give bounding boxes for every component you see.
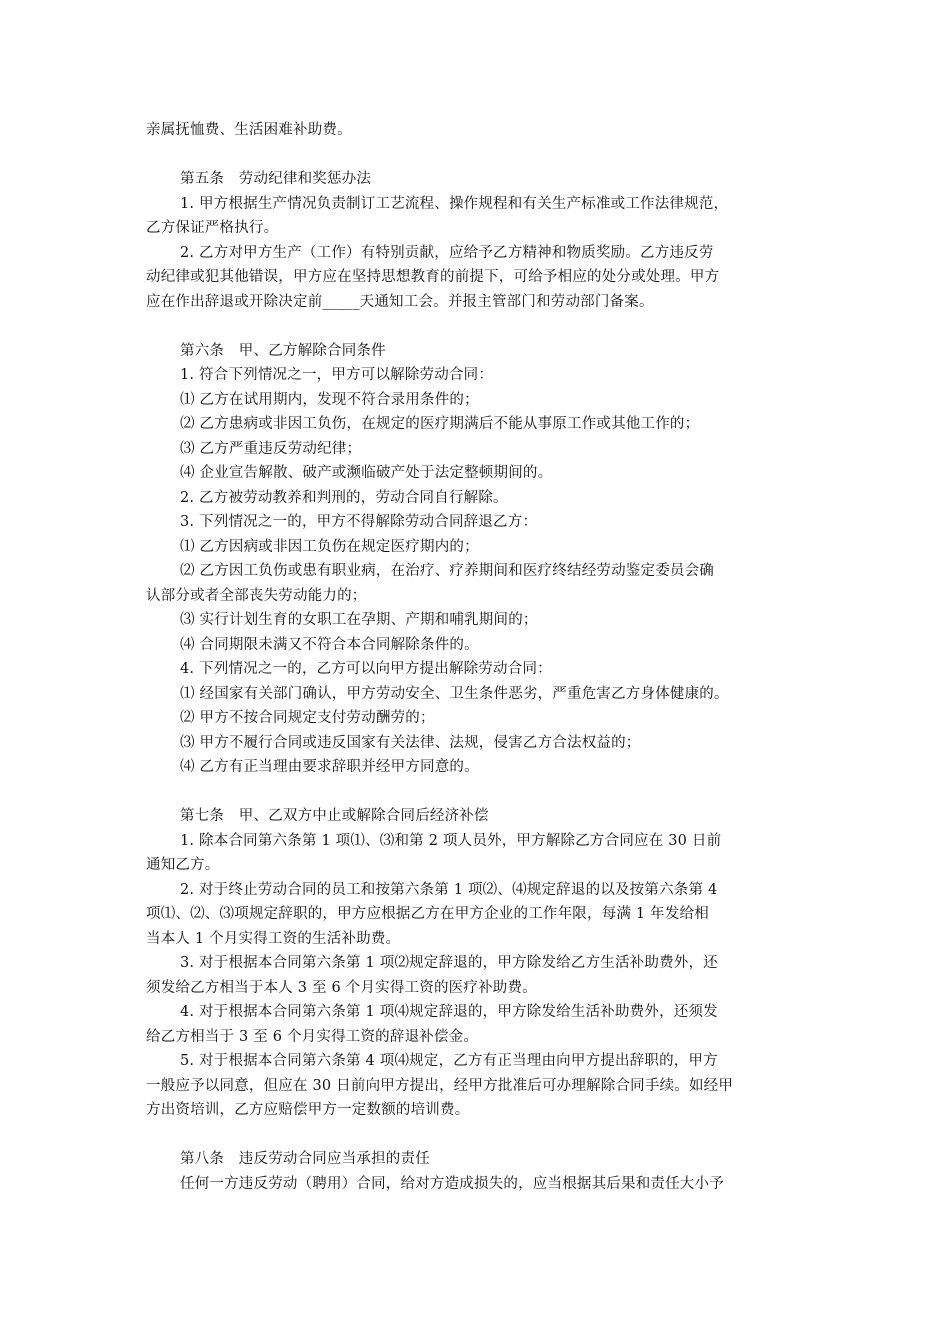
text-line: ⑴ 乙方因病或非因工负伤在规定医疗期内的； xyxy=(180,538,479,555)
text-line: 须发给乙方相当于本人 3 至 6 个月实得工资的医疗补助费。 xyxy=(146,979,537,996)
text-line: 方出资培训，乙方应赔偿甲方一定数额的培训费。 xyxy=(146,1102,470,1118)
text-line: ⑶ 甲方不履行合同或违反国家有关法律、法规，侵害乙方合法权益的； xyxy=(180,734,641,751)
text-line: ⑶ 乙方严重违反劳动纪律； xyxy=(180,440,362,457)
text-line: 当本人 1 个月实得工资的生活补助费。 xyxy=(146,930,401,947)
text-line: 项⑴、⑵、⑶项规定辞职的，甲方应根据乙方在甲方企业的工作年限，每满 1 年发给相 xyxy=(146,906,709,922)
text-line: 第八条 违反劳动合同应当承担的责任 xyxy=(180,1151,430,1167)
text-line: 给乙方相当于 3 至 6 个月实得工资的辞退补偿金。 xyxy=(146,1028,479,1045)
text-line: 乙方保证严格执行。 xyxy=(146,220,279,236)
text-line: 通知乙方。 xyxy=(146,857,220,873)
text-line: 第五条 劳动纪律和奖惩办法 xyxy=(180,171,372,187)
paragraph-gap xyxy=(146,780,810,805)
text-line: ⑴ 乙方在试用期内，发现不符合录用条件的； xyxy=(180,391,479,408)
text-line: 2. 乙方被劳动教养和判刑的，劳动合同自行解除。 xyxy=(180,489,508,506)
text-line: 1. 甲方根据生产情况负责制订工艺流程、操作规程和有关生产标准或工作法律规范， xyxy=(180,195,729,212)
text-line: ⑶ 实行计划生育的女职工在孕期、产期和哺乳期间的； xyxy=(180,612,538,628)
text-line: ⑷ 合同期限未满又不符合本合同解除条件的。 xyxy=(180,636,479,653)
text-line: ⑴ 经国家有关部门确认，甲方劳动安全、卫生条件恶劣，严重危害乙方身体健康的。 xyxy=(180,685,729,702)
paragraph-gap xyxy=(146,1123,810,1148)
text-line: ⑷ 企业宣告解散、破产或濒临破产处于法定整顿期间的。 xyxy=(180,465,553,481)
text-line: 第七条 甲、乙双方中止或解除合同后经济补偿 xyxy=(180,808,489,824)
text-line: 一般应予以同意，但应在 30 日前向甲方提出，经甲方批准后可办理解除合同手续。如经甲 xyxy=(146,1077,734,1094)
text-line: ⑵ 乙方因工负伤或患有职业病，在治疗、疗养期间和医疗终结经劳动鉴定委员会确 xyxy=(180,563,715,579)
text-line: 3. 下列情况之一的，甲方不得解除劳动合同辞退乙方： xyxy=(180,514,538,530)
text-line: 认部分或者全部丧失劳动能力的； xyxy=(146,587,367,604)
paragraph-gap xyxy=(146,314,810,339)
paragraph-gap xyxy=(146,143,810,168)
text-line: 任何一方违反劳动（聘用）合同，给对方造成损失的，应当根据其后果和责任大小予 xyxy=(180,1175,724,1192)
text-line: 5. 对于根据本合同第六条第 4 项⑷规定，乙方有正当理由向甲方提出辞职的，甲方 xyxy=(180,1053,718,1069)
text-line: 4. 对于根据本合同第六条第 1 项⑷规定辞退的，甲方除发给生活补助费外，还须发 xyxy=(180,1004,718,1020)
text-line: 亲属抚恤费、生活困难补助费。 xyxy=(146,122,352,138)
text-line: 3. 对于根据本合同第六条第 1 项⑵规定辞退的，甲方除发给乙方生活补助费外，还 xyxy=(180,955,718,971)
text-line: 应在作出辞退或开除决定前_____天通知工会。并报主管部门和劳动部门备案。 xyxy=(146,293,654,310)
text-line: ⑵ 甲方不按合同规定支付劳动酬劳的； xyxy=(180,710,435,726)
text-line: 4. 下列情况之一的，乙方可以向甲方提出解除劳动合同： xyxy=(180,661,552,677)
text-line: 1. 符合下列情况之一，甲方可以解除劳动合同： xyxy=(180,367,494,383)
text-line: 动纪律或犯其他错误，甲方应在坚持思想教育的前提下，可给予相应的处分或处理。甲方 xyxy=(146,269,720,285)
text-line: 2. 乙方对甲方生产（工作）有特别贡献，应给予乙方精神和物质奖励。乙方违反劳 xyxy=(180,244,714,261)
text-line: 2. 对于终止劳动合同的员工和按第六条第 1 项⑵、⑷规定辞退的以及按第六条第 4 xyxy=(180,881,718,898)
text-line: ⑵ 乙方患病或非因工负伤，在规定的医疗期满后不能从事原工作或其他工作的； xyxy=(180,416,700,432)
document-body xyxy=(146,118,810,1196)
text-line: ⑷ 乙方有正当理由要求辞职并经甲方同意的。 xyxy=(180,759,479,775)
text-line: 1. 除本合同第六条第 1 项⑴、⑶和第 2 项人员外，甲方解除乙方合同应在 30 日前 xyxy=(180,832,722,849)
text-line: 第六条 甲、乙方解除合同条件 xyxy=(180,342,386,359)
